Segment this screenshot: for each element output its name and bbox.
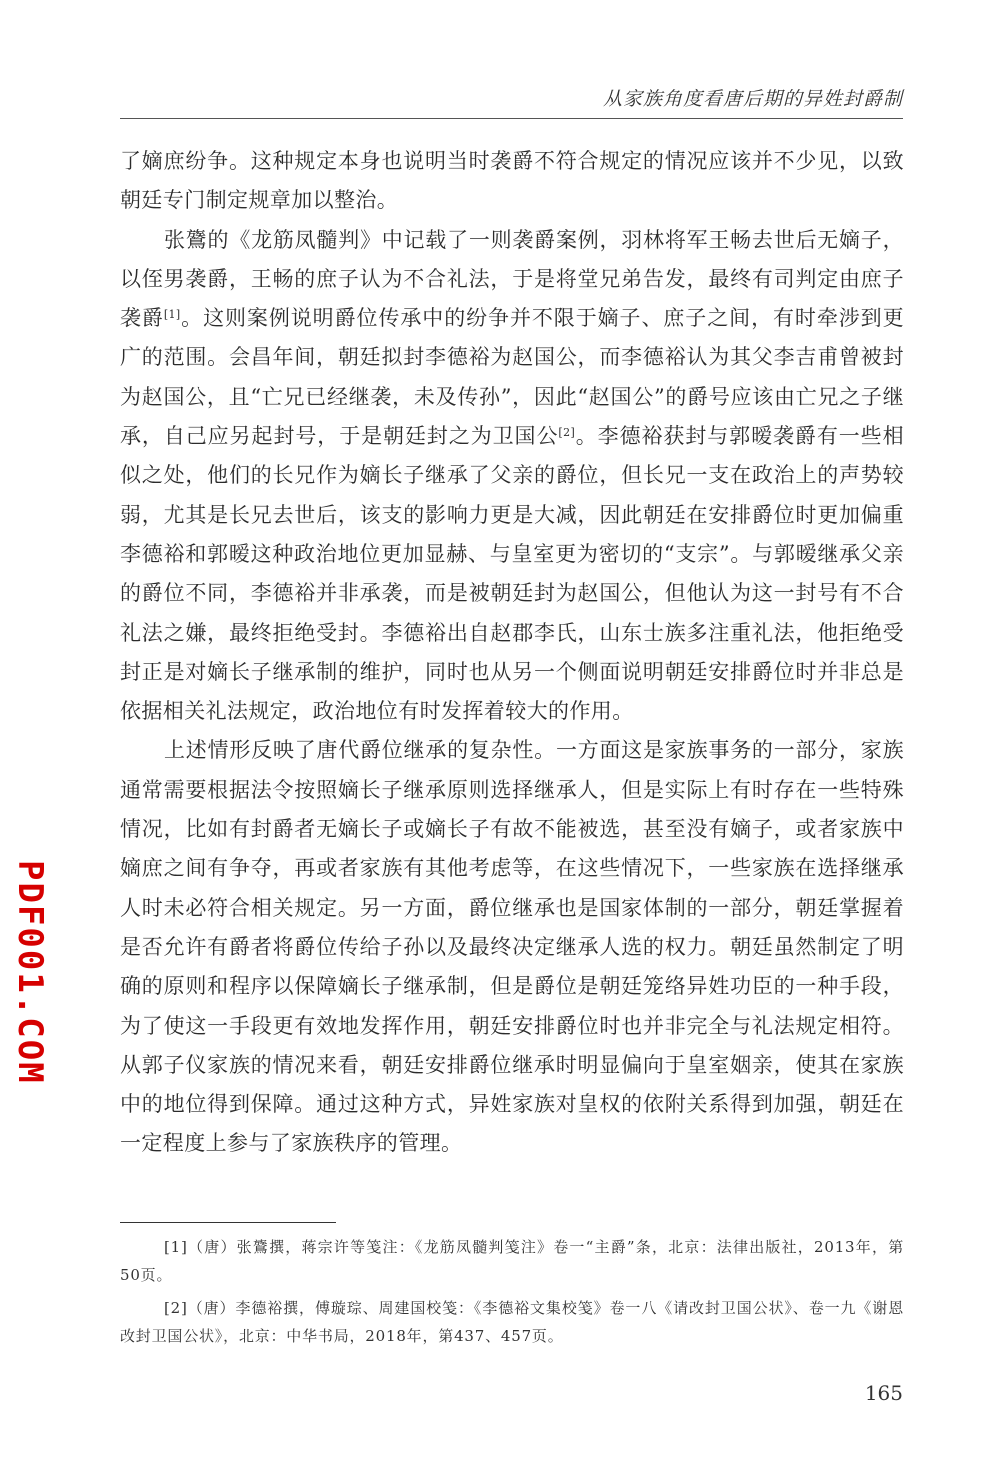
footnote-2: [2]（唐）李德裕撰，傅璇琮、周建国校笺：《李德裕文集校笺》卷一八《请改封卫国公状》、卷一九《谢恩改封卫国公状》，北京：中华书局，2018年，第437、457页。: [120, 1299, 904, 1345]
footnote-divider: [120, 1222, 336, 1223]
paragraph-2: [120, 221, 904, 732]
watermark: PDF001.COM: [10, 860, 50, 1085]
paragraph-2-part-2: 。这则案例说明爵位传承中的纷争并不限于嫡子、庶子之间，有时牵涉到更广的范围。会昌年间，朝廷拟封李德裕为赵国公，而李德裕认为其父李吉甫曾被封为赵国公，且“亡兄已经继袭，未及传孙”，因此“赵国公”的爵号应该由亡兄之子继承，自己应另起封号，于是朝廷封之为卫国公: [120, 306, 904, 449]
footnote-1: [1]（唐）张鷟撰，蒋宗许等笺注：《龙筋凤髓判笺注》卷一“主爵”条，北京：法律出版社，2013年，第50页。: [120, 1238, 904, 1284]
footnotes: [120, 1233, 904, 1355]
paragraph-2-part-3: 。李德裕获封与郭暧袭爵有一些相似之处，他们的长兄作为嫡长子继承了父亲的爵位，但长兄一支在政治上的声势较弱，尤其是长兄去世后，该支的影响力更是大减，因此朝廷在安排爵位时更加偏重李德裕和郭暧这种政治地位更加显赫、与皇室更为密切的“支宗”。与郭暧继承父亲的爵位不同，李德裕并非承袭，而是被朝廷封为赵国公，但他认为这一封号有不合礼法之嫌，最终拒绝受封。李德裕出自赵郡李氏，山东士族多注重礼法，他拒绝受封正是对嫡长子继承制的维护，同时也从另一个侧面说明朝廷安排爵位时并非总是依据相关礼法规定，政治地位有时发挥着较大的作用。: [120, 424, 905, 724]
paragraph-1: 了嫡庶纷争。这种规定本身也说明当时袭爵不符合规定的情况应该并不少见，以致朝廷专门制定规章加以整治。: [120, 149, 904, 213]
main-text: [120, 142, 904, 1164]
header-divider: [120, 118, 903, 119]
paragraph-2-part-1: 张鷟的《龙筋凤髓判》中记载了一则袭爵案例，羽林将军王畅去世后无嫡子，以侄男袭爵，王畅的庶子认为不合礼法，于是将堂兄弟告发，最终有司判定由庶子袭爵: [120, 227, 904, 331]
footnote-ref-2[interactable]: [2]: [558, 426, 576, 440]
paragraph-3: 上述情形反映了唐代爵位继承的复杂性。一方面这是家族事务的一部分，家族通常需要根据法令按照嫡长子继承原则选择继承人，但是实际上有时存在一些特殊情况，比如有封爵者无嫡长子或嫡长子有故不能被选，甚至没有嫡子，或者家族中嫡庶之间有争夺，再或者家族有其他考虑等，在这些情况下，一些家族在选择继承人时未必符合相关规定。另一方面，爵位继承也是国家体制的一部分，朝廷掌握着是否允许有爵者将爵位传给子孙以及最终决定继承人选的权力。朝廷虽然制定了明确的原则和程序以保障嫡长子继承制，但是爵位是朝廷笼络异姓功臣的一种手段，为了使这一手段更有效地发挥作用，朝廷安排爵位时也并非完全与礼法规定相符。从郭子仪家族的情况来看，朝廷安排爵位继承时明显偏向于皇室姻亲，使其在家族中的地位得到保障。通过这种方式，异姓家族对皇权的依附关系得到加强，朝廷在一定程度上参与了家族秩序的管理。: [120, 738, 904, 1156]
page-number: 165: [864, 1381, 903, 1405]
footnote-ref-1[interactable]: [1]: [163, 308, 181, 322]
running-header: 从家族角度看唐后期的异姓封爵制: [602, 88, 903, 110]
